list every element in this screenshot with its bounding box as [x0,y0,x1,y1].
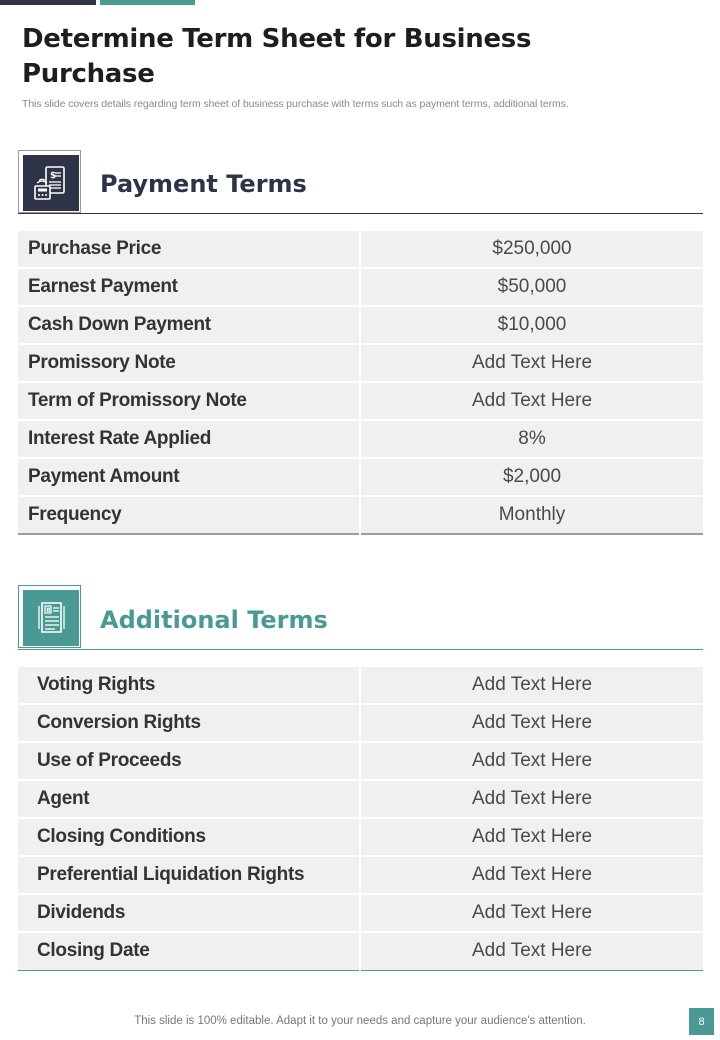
table-row [18,458,703,496]
row-label: Dividends [18,894,360,932]
row-value: Add Text Here [360,818,703,856]
document-icon [23,590,79,646]
table-row [18,742,703,780]
payment-icon-frame [18,150,81,213]
table-row [18,894,703,932]
page-number: 8 [689,1008,714,1035]
row-value: $2,000 [360,458,703,496]
row-label: Closing Date [18,932,360,970]
row-label: Voting Rights [18,666,360,704]
top-accent-bar-dark [0,0,96,5]
row-value: Monthly [360,496,703,534]
row-label: Earnest Payment [18,268,360,306]
row-value: Add Text Here [360,932,703,970]
row-label: Promissory Note [18,344,360,382]
row-label: Closing Conditions [18,818,360,856]
row-value: $10,000 [360,306,703,344]
additional-terms-underline [18,649,703,650]
payment-terms-title: Payment Terms [100,170,307,198]
row-label: Agent [18,780,360,818]
row-label: Purchase Price [18,230,360,268]
table-row [18,932,703,970]
row-value: Add Text Here [360,704,703,742]
payment-terms-header [18,150,703,214]
svg-text:8: 8 [46,607,51,614]
table-row [18,382,703,420]
table-row [18,818,703,856]
row-label: Preferential Liquidation Rights [18,856,360,894]
additional-icon-frame [18,585,81,648]
page-subtitle: This slide covers details regarding term sheet of business purchase with terms such as payment terms, additional terms. [22,98,569,110]
additional-terms-table [18,665,703,971]
table-row [18,496,703,534]
footer-note: This slide is 100% editable. Adapt it to your needs and capture your audience's attention. [134,1015,586,1027]
payment-receipt-icon [23,155,79,211]
row-value: Add Text Here [360,344,703,382]
payment-terms-table [18,229,703,535]
row-label: Frequency [18,496,360,534]
row-label: Payment Amount [18,458,360,496]
svg-text:$: $ [50,171,57,181]
row-value: Add Text Here [360,780,703,818]
table-row [18,344,703,382]
table-row [18,704,703,742]
row-value: $50,000 [360,268,703,306]
row-value: Add Text Here [360,742,703,780]
row-label: Term of Promissory Note [18,382,360,420]
table-row [18,780,703,818]
row-label: Conversion Rights [18,704,360,742]
row-label: Cash Down Payment [18,306,360,344]
table-row [18,306,703,344]
top-accent-bar-teal [100,0,195,5]
row-label: Interest Rate Applied [18,420,360,458]
row-value: Add Text Here [360,382,703,420]
table-row [18,666,703,704]
table-row [18,268,703,306]
table-row [18,420,703,458]
row-value: Add Text Here [360,894,703,932]
page-title: Determine Term Sheet for Business Purchase [22,24,532,89]
row-value: 8% [360,420,703,458]
payment-terms-underline [18,213,703,214]
table-row [18,230,703,268]
additional-terms-header [18,585,703,650]
additional-terms-title: Additional Terms [100,606,328,634]
row-value: Add Text Here [360,856,703,894]
row-value: $250,000 [360,230,703,268]
table-row [18,856,703,894]
row-value: Add Text Here [360,666,703,704]
row-label: Use of Proceeds [18,742,360,780]
